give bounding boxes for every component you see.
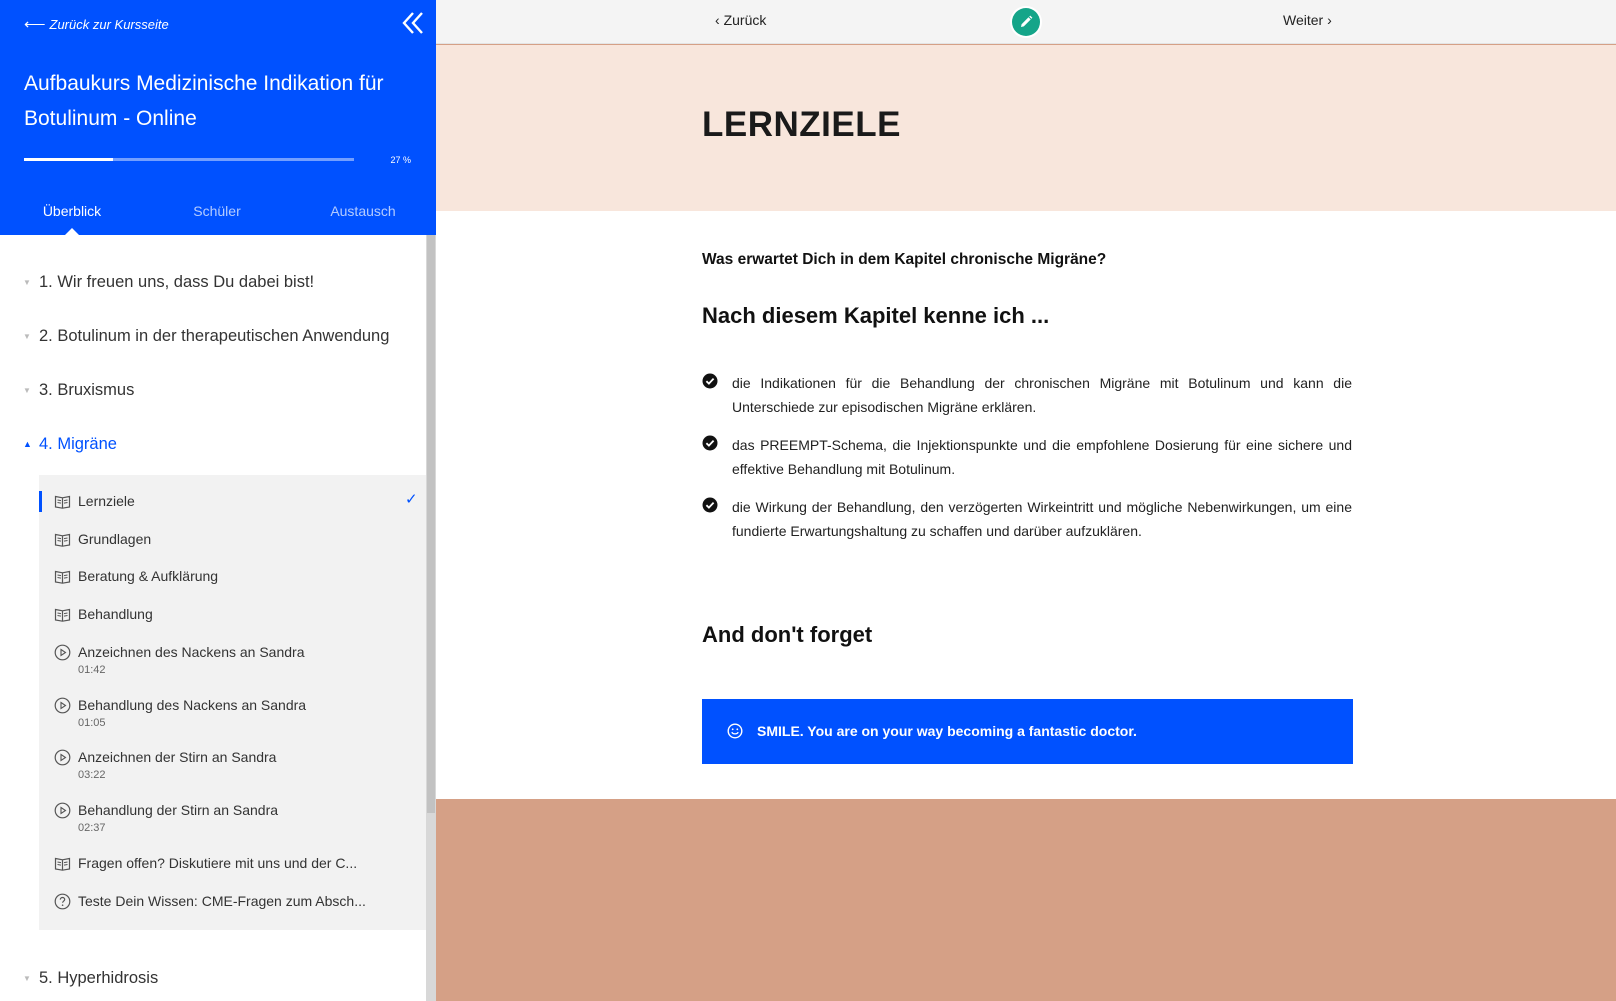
- active-lesson-indicator: [39, 491, 42, 512]
- smile-icon: [727, 723, 743, 739]
- lesson-item[interactable]: [39, 568, 426, 588]
- curriculum-list: [0, 235, 436, 1001]
- lesson-title: Lernziele: [78, 493, 135, 509]
- course-progress-bar: [24, 158, 354, 161]
- book-icon: [54, 568, 71, 585]
- lesson-content-area: [436, 0, 1616, 1001]
- chapter-item-bruxism[interactable]: [0, 375, 420, 405]
- reminder-heading: And don't forget: [702, 622, 873, 647]
- caret-down-icon: ▼: [23, 385, 31, 395]
- lesson-title: Anzeichnen der Stirn an Sandra: [78, 749, 277, 765]
- lesson-body: [436, 211, 1616, 799]
- caret-down-icon: ▼: [23, 331, 31, 341]
- pencil-icon: [1019, 15, 1033, 29]
- chevron-right-icon: ›: [1323, 12, 1332, 28]
- smile-callout-text: SMILE. You are on your way becoming a fantastic doctor.: [757, 723, 1137, 739]
- chapter-label: 5. Hyperhidrosis: [39, 968, 159, 987]
- lesson-duration: 01:42: [78, 664, 106, 676]
- collapse-sidebar-button[interactable]: [400, 10, 426, 36]
- lesson-title: Behandlung des Nackens an Sandra: [78, 697, 307, 713]
- objective-text: das PREEMPT-Schema, die Injektionspunkte und die empfohlene Dosierung für eine sichere und effektive Behandlung mit Botulinum.: [732, 437, 1352, 477]
- lesson-title: Beratung & Aufklärung: [78, 568, 219, 584]
- lesson-item[interactable]: [39, 606, 426, 626]
- play-circle-icon: [54, 802, 71, 819]
- book-icon: [54, 531, 71, 548]
- previous-lesson-button[interactable]: [715, 12, 766, 28]
- tab-exchange[interactable]: Austausch: [330, 203, 396, 219]
- play-circle-icon: [54, 644, 71, 661]
- lesson-item[interactable]: [39, 749, 426, 785]
- lesson-title: Fragen offen? Diskutiere mit uns und der C...: [78, 855, 358, 871]
- arrow-left-icon: ⟵: [24, 16, 46, 33]
- caret-down-icon: ▼: [23, 973, 31, 983]
- chapter-label: 2. Botulinum in der therapeutischen Anwendung: [39, 326, 390, 345]
- lesson-item[interactable]: [39, 531, 426, 551]
- next-label: Weiter: [1283, 12, 1324, 28]
- lesson-item[interactable]: [39, 893, 426, 913]
- lesson-duration: 02:37: [78, 822, 106, 834]
- checkmark-icon: ✓: [405, 491, 418, 508]
- chapter-item-botulinum[interactable]: [0, 321, 420, 351]
- lesson-hero: [436, 45, 1616, 211]
- book-icon: [54, 493, 71, 510]
- lesson-item[interactable]: [39, 493, 426, 513]
- lesson-item[interactable]: [39, 855, 426, 875]
- lesson-title: Behandlung der Stirn an Sandra: [78, 802, 279, 818]
- lesson-duration: 03:22: [78, 769, 106, 781]
- objective-text: die Wirkung der Behandlung, den verzögerten Wirkeintritt und mögliche Nebenwirkungen, um eine fundierte Erwartungshaltung zu schaffen und darüber aufzuklären.: [732, 499, 1352, 539]
- course-progress-label: 27 %: [390, 155, 411, 165]
- sidebar-header: [0, 0, 436, 235]
- chapter-item-migraine[interactable]: [0, 429, 420, 459]
- chapter-label: 1. Wir freuen uns, dass Du dabei bist!: [39, 272, 315, 291]
- lesson-title: Teste Dein Wissen: CME-Fragen zum Absch...: [78, 893, 366, 909]
- sidebar-tabs: [0, 196, 436, 235]
- objective-text: die Indikationen für die Behandlung der chronischen Migräne mit Botulinum und kann die Unterschiede zur episodischen Migräne erklären.: [732, 375, 1352, 415]
- previous-label: Zurück: [723, 12, 767, 28]
- book-icon: [54, 855, 71, 872]
- scrollbar-thumb[interactable]: [427, 235, 435, 813]
- caret-down-icon: ▼: [23, 277, 31, 287]
- play-circle-icon: [54, 697, 71, 714]
- chapter-item-welcome[interactable]: [0, 267, 420, 297]
- sidebar-scrollbar[interactable]: [426, 235, 436, 1001]
- course-sidebar: [0, 0, 436, 1001]
- course-title: Aufbaukurs Medizinische Indikation für Botulinum - Online: [24, 72, 384, 130]
- edit-button[interactable]: [1012, 8, 1040, 36]
- lesson-title: Anzeichnen des Nackens an Sandra: [78, 644, 305, 660]
- lesson-title: Behandlung: [78, 606, 153, 622]
- question-circle-icon: [54, 893, 71, 910]
- chevron-left-icon: ‹: [715, 12, 724, 28]
- check-circle-icon: [702, 373, 718, 389]
- lesson-item[interactable]: [39, 802, 426, 838]
- next-lesson-button[interactable]: [1283, 12, 1332, 28]
- course-progress-fill: [24, 158, 113, 161]
- lesson-title-heading: LERNZIELE: [702, 105, 901, 144]
- lesson-item[interactable]: [39, 644, 426, 680]
- tab-overview[interactable]: Überblick: [0, 196, 144, 235]
- chapter-item-hyperhidrosis[interactable]: [0, 963, 420, 993]
- caret-up-icon: ▲: [23, 439, 32, 449]
- back-link-label: Zurück zur Kursseite: [49, 16, 169, 32]
- check-circle-icon: [702, 497, 718, 513]
- lesson-duration: 01:05: [78, 717, 106, 729]
- lesson-title: Grundlagen: [78, 531, 152, 547]
- tab-students[interactable]: Schüler: [193, 203, 241, 219]
- double-chevron-left-icon: [400, 10, 426, 36]
- book-icon: [54, 606, 71, 623]
- smile-callout: [702, 699, 1353, 764]
- intro-question: Was erwartet Dich in dem Kapitel chronische Migräne?: [702, 251, 1107, 268]
- section-heading: Nach diesem Kapitel kenne ich ...: [702, 303, 1050, 328]
- lesson-item[interactable]: [39, 697, 426, 733]
- back-to-course-link[interactable]: [24, 15, 169, 33]
- lesson-navigation-bar: [436, 0, 1616, 44]
- check-circle-icon: [702, 435, 718, 451]
- lesson-list: [39, 475, 426, 930]
- play-circle-icon: [54, 749, 71, 766]
- chapter-label: 3. Bruxismus: [39, 380, 135, 399]
- chapter-label: 4. Migräne: [39, 434, 117, 453]
